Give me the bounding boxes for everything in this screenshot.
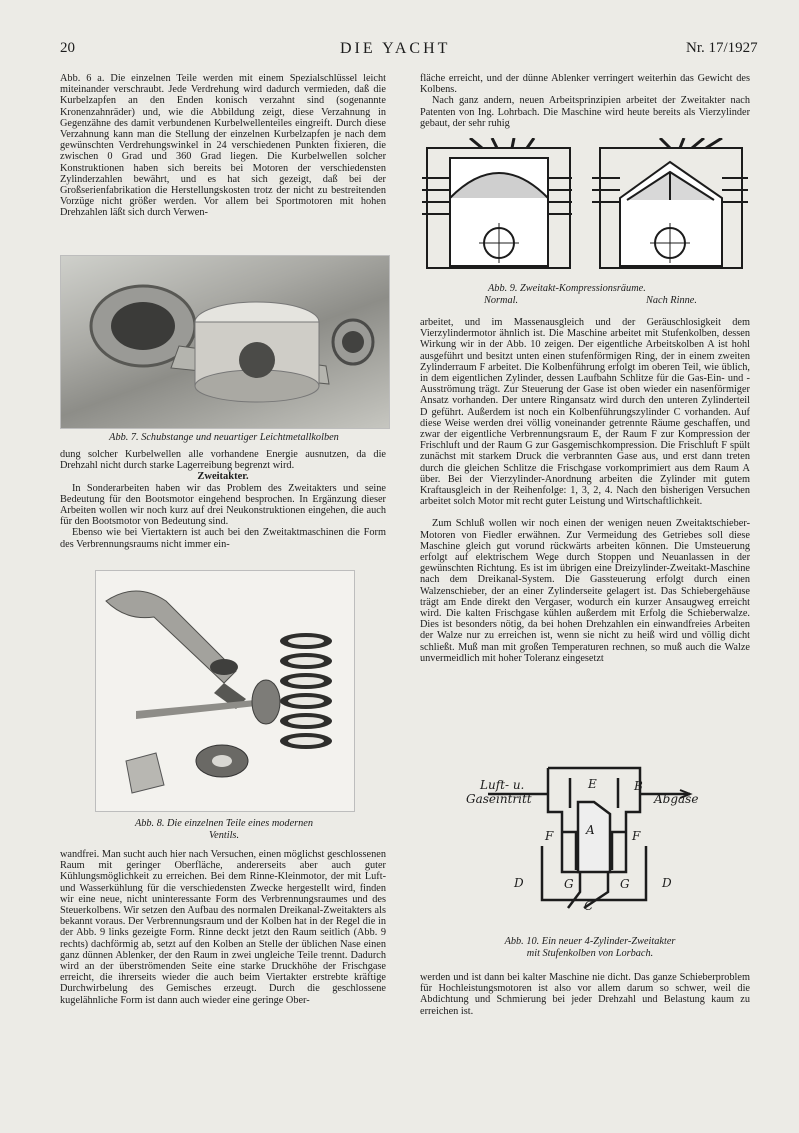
paragraph: fläche erreicht, und der dünne Ablenker verringert weiterhin das Gewicht des Kolbens. [420,73,750,96]
fig10-letter: D [662,876,672,890]
fig10-label-abgase: Abgase [654,792,699,806]
fig10-label-gas: Gaseintritt [466,792,532,806]
connecting-rod-piston-image [61,256,389,428]
left-text-mid [60,449,386,550]
left-text-bottom [60,849,386,1006]
figure-8-caption-line2: Ventils. [208,829,240,841]
figure-9-label-rinne: Nach Rinne. [646,294,697,306]
figure-9-caption [470,283,730,307]
fig10-letter: E [588,777,597,791]
fig10-letter: C [584,899,594,912]
fig10-letter: F [545,829,554,843]
magazine-title: DIE YACHT [340,40,451,57]
figure-7-caption: Abb. 7. Schubstange und neuartiger Leichtmetallkolben [109,432,339,443]
paragraph: werden und ist dann bei kalter Maschine nie dicht. Das ganze Schieberproblem für Hochleistungsmotoren ist also vor allem darum so schwer, weil die Abdichtung und Schmierung bei jeder Drehzahl und Belastung kaum zu erreichen ist. [420,972,750,1017]
figure-8-caption-line1: Abb. 8. Die einzelnen Teile eines modernen [134,818,314,829]
figure-9-caption-title: Abb. 9. Zweitakt-Kompressionsräume. [488,283,646,294]
page-number: 20 [60,40,75,56]
issue-number: Nr. 17/1927 [686,40,758,56]
paragraph: Abb. 6 a. Die einzelnen Teile werden mit einem Spezialschlüssel leicht miteinander verschraubt. Jede Verdrehung wird dadurch vermieden, daß die Kurbelzapfen an den Enden konisch verzahnt sind (sogenannte Kronenzahnräder) und, wie die Abbildung zeigt, diese Verzahnung in Gegenzähne des damit verbundenen Kurbelwellenteiles eingreift. Durch diese Verzahnung kann man die Stellung der einzelnen Kurbelzapfen je nach dem gewünschten Verdrehungswinkel in 24 verschiedenen Punkten fixieren, die zwischen 0 Grad und 360 Grad liegen. Die Kurbelwellen solcher Konstruktionen haben sich bereits bei Motoren der verschiedensten Zylinderzahlen bewährt, und es hat sich gezeigt, daß bei der Großserienfabrikation die Herstellungskosten trotz der nicht zu bestreitenden Vorzüge nicht größer werden. Vor allem bei Sportmotoren mit hohen Drehzahlen läßt sich durch Verwen- [60,73,386,219]
fig10-letter: F [632,829,641,843]
paragraph: Nach ganz andern, neuen Arbeitsprinzipien arbeitet der Zweitakter nach Patenten von Ing. Lohrbach. Die Maschine wird heute bereits als Vierzylinder gebaut, der sehr ruhig [420,95,750,129]
left-text-top [60,73,386,219]
fig10-letter: B [634,779,643,793]
fig10-letter: G [620,877,630,891]
paragraph: wandfrei. Man sucht auch hier nach Versuchen, einen möglichst geschlossenen Raum mit geringer Oberfläche, andererseits aber auch guter Kühlungsmöglichkeit zu erreichen. Bei dem Rinne-Kleinmotor, der mit Luft- und Wasserkühlung für die verschiedensten Zwecke hergestellt wird, finden wir eine neue, nicht uninteressante Form des Verbrennungsraumes und des Steuerkolbens. Wir setzen den Aufbau des normalen Dreikanal-Zweitakters als bekannt voraus. Der Verbrennungsraum und der Kolben hat in der Regel die in der Abb. 9 links gezeigte Form. Rinne deckt jetzt den Raum seitlich (Abb. 9 rechts) dachförmig ab, setzt auf den Kolben an Stelle der üblichen Nase einen ganz dünnen Ablenker, der den Raum in zwei ungleiche Teile trennt. Dadurch wird an der überströmenden Seite eine starke Druckhöhe der Frischgase erreicht, die ihrerseits wieder die auch beim Viertakter erstrebte kräftige Durchwirbelung des Gemisches erzeugt. Durch die geschlossene kugelähnliche Form ist dann auch wieder eine geringe Ober- [60,849,386,1006]
figure-8-caption [60,818,388,841]
figure-9-diagram [422,138,748,278]
paragraph: In Sonderarbeiten haben wir das Problem des Zweitakters und seine Bedeutung für den Bootsmotor eingehend besprochen. In Ergänzung dieser Arbeiten wollen wir noch kurz auf drei Neukonstruktionen eingehen, die auch für den Bootsmotor von Bedeutung sind. [60,482,386,528]
right-text-mid [420,317,750,664]
figure-10-caption [430,936,750,959]
figure-10-diagram [458,762,728,912]
figure-10-caption-line1: Abb. 10. Ein neuer 4-Zylinder-Zweitakter [504,936,676,947]
paragraph: Zum Schluß wollen wir noch einen der wenigen neuen Zweitaktschieber-Motoren von Fiedler erwähnen. Zur Vermeidung des Getriebes soll diese Maschine gleich gut vorund rückwärts arbeiten können. Die Umsteuerung erfolgt auf elektrischem Wege durch Stoppen und Neuanlassen in der gewünschten Richtung. Es ist im übrigen eine Dreizylinder-Zweitakt-Maschine nach dem Dreikanal-System. Die Gassteuerung erfolgt durch einen Walzenschieber, der an einer Zylinderseite gelagert ist. Das Schiebergehäuse trägt am Ende direkt den Vergaser, wodurch ein kurzer Ansaugweg erreicht wird. Die kalten Frischgase kühlen außerdem mit Erfolg die Schieberwalze. Dies ist besonders nötig, da bei hohen Drehzahlen ein einwandfreies Arbeiten der Walze nur zu erreichen ist, wenn sie nicht zu heiß wird und völlig dicht schließt. Muß man mit großen Temperaturen rechnen, so muß auch die Walze unvermeidlich mit hoher Toleranz eingesetzt [420,518,750,664]
right-text-bottom [420,972,750,1017]
fig10-letter: G [564,877,574,891]
valve-parts-image [96,571,354,811]
paragraph: Ebenso wie bei Viertaktern ist auch bei den Zweitaktmaschinen die Form des Verbrennungsraums nicht immer ein- [60,527,386,550]
paragraph: arbeitet, und im Massenausgleich und der Geräuschlosigkeit dem Vierzylindermotor ähnlich ist. Die Maschine arbeitet mit Stufenkolben, dessen Wirkung wir in der Abb. 10 zeigen. Der eigentliche Arbeitskolben A ist hohl ausgeführt und besitzt unten einen stufenförmigen Ring, der in einem zweiten Zylinderraum F arbeitet. Die Kolbenführung erfolgt im oberen Teil, wie üblich, in dem eigentlichen Zylinder, dessen Laufbahn Schlitze für die Gas-Ein- und -Ausströmung trägt. Zur Steuerung der Gase ist oben wieder ein nasenförmiger Ansatz vorhanden. Der untere Ringansatz wird durch den unteren Zylinderteil D geführt. Außerdem ist noch ein Kolbenführungszylinder C vorhanden. Auf diese Weise werden drei völlig voneinander getrennte Räume geschaffen, und zwar der eigentliche Verbrennungsraum E, der Raum F zur Kompression der Frischluft und der Raum G zur Gasgemischkompression. Die Frischluft F spült zunächst mit starkem Druck die verbrannten Gase aus, und erst dann treten durch die gleichen Schlitze die Frischgase vorkomprimiert aus dem Raum A über. Bei der Vierzylinder-Anordnung arbeiten die Zylinder mit gutem Kraftausgleich in der Reihenfolge: 1, 3, 2, 4. Nach den bisherigen Versuchen arbeitet solch Motor mit recht guter Leistung und Wirtschaftlichkeit. [420,317,750,508]
right-text-top [420,73,750,129]
figure-8-photo [95,570,355,812]
fig10-letter: D [514,876,524,890]
figure-9-label-normal: Normal. [484,294,519,306]
paragraph: dung solcher Kurbelwellen alle vorhandene Energie ausnutzen, da die Drehzahl nicht durch starke Lagerreibung begrenzt wird. [60,449,386,472]
figure-10-caption-line2: mit Stufenkolben von Lorbach. [526,947,654,959]
fig10-letter: A [586,823,595,837]
figure-7-photo [60,255,390,429]
fig10-label-luft: Luft- u. [480,778,525,792]
section-heading: Zweitakter. [197,471,249,483]
